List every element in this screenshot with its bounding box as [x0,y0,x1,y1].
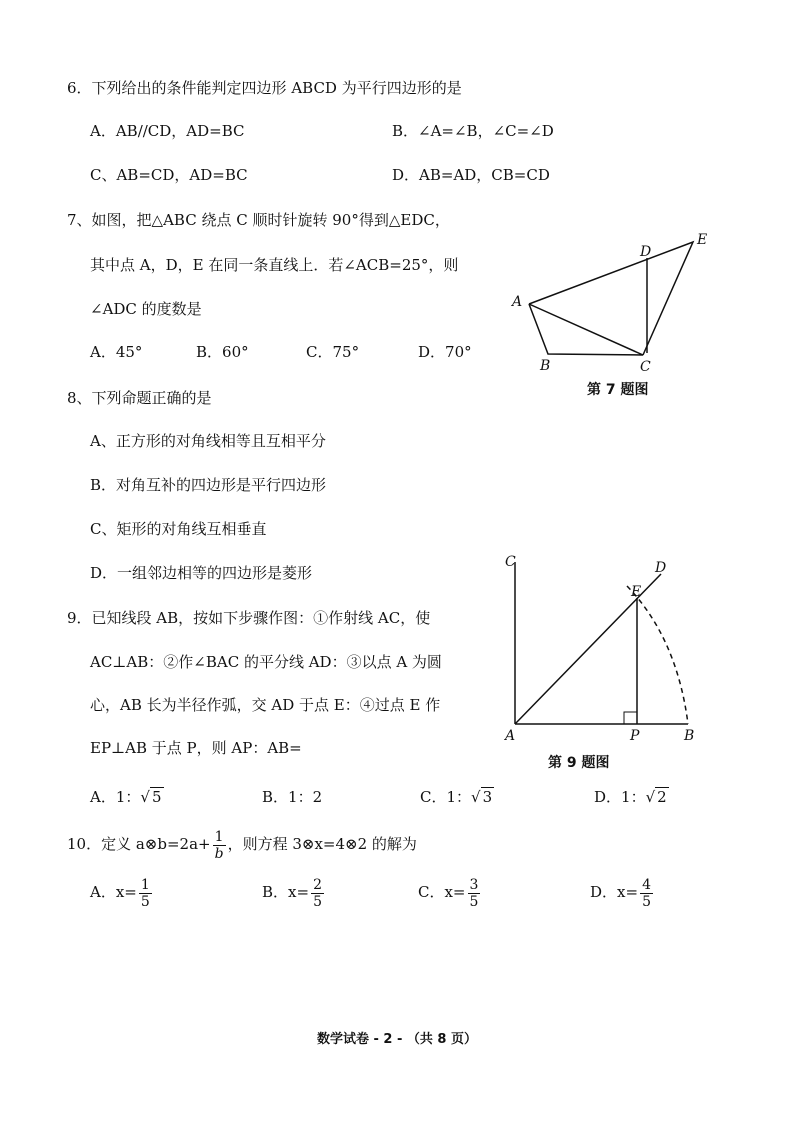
q10-option-d-prefix: D．x= [590,883,639,901]
q6-option-b: B．∠A=∠B，∠C=∠D [392,122,554,140]
q9-option-a-radicand: 5 [151,788,162,806]
q7-stem-line1: 7、如图，把△ABC 绕点 C 顺时针旋转 90°得到△EDC， [67,211,450,229]
q10-option-b [262,874,326,910]
q9-stem-line4: EP⊥AB 于点 P，则 AP：AB= [90,739,302,757]
q9-label-a: A [505,728,516,744]
q9-stem-line2: AC⊥AB：②作∠BAC 的平分线 AD：③以点 A 为圆 [90,653,442,671]
q10-stem-fraction [213,829,226,862]
q10-option-a-denominator: 5 [140,893,150,910]
q9-option-c [420,787,494,807]
q10-option-d-denominator: 5 [642,893,651,910]
q9-option-d [594,787,669,807]
q8-option-b: B．对角互补的四边形是平行四边形 [90,476,327,494]
q8-option-d: D．一组邻边相等的四边形是菱形 [90,564,313,582]
q10-stem-prefix: 10．定义 a⊗b=2a+ [67,835,211,853]
q9-stem-line3: 心，AB 长为半径作弧，交 AD 于点 E：④过点 E 作 [90,696,441,714]
q10-option-c-numerator: 3 [469,876,479,893]
q10-option-c [418,874,482,910]
q10-stem-denominator: b [214,845,224,862]
q10-option-a-numerator: 1 [140,876,150,893]
q10-stem-numerator: 1 [214,828,224,845]
q7-figure [500,228,730,378]
q10-option-d [590,874,655,910]
q9-label-p: P [630,728,640,744]
q7-stem-line3: ∠ADC 的度数是 [90,300,202,318]
q9-stem-line1: 9．已知线段 AB，按如下步骤作图：①作射线 AC，使 [67,609,431,627]
q6-stem: 6．下列给出的条件能判定四边形 ABCD 为平行四边形的是 [67,79,462,97]
q9-arc [627,586,688,724]
q10-option-b-denominator: 5 [313,893,322,910]
page-footer: 数学试卷 - 2 - （共 8 页） [316,1032,478,1047]
q9-right-angle-mark [624,712,637,724]
q7-option-b: B．60° [196,343,249,361]
q10-option-a [90,874,154,910]
q6-option-c: C、AB=CD，AD=BC [90,166,248,184]
q9-label-e: E [631,584,642,600]
q10-option-c-denominator: 5 [469,893,479,910]
q9-option-c-root: √ 3 [471,788,493,806]
q7-label-b: B [540,358,551,374]
q9-option-d-prefix: D．1： [594,788,646,806]
q9-figure-caption: 第 9 题图 [548,755,610,771]
q9-option-a-prefix: A．1： [90,788,141,806]
q9-option-a [90,787,164,807]
q10-option-a-fraction [139,877,152,910]
q9-label-d: D [655,560,667,576]
q10-option-c-prefix: C．x= [418,883,466,901]
q9-label-c: C [505,554,516,570]
q9-option-a-root: √ 5 [140,788,162,806]
q10-option-b-prefix: B．x= [262,883,310,901]
q9-label-b: B [684,728,695,744]
q7-label-d: D [640,244,652,260]
q6-option-a: A．AB//CD，AD=BC [90,122,245,140]
q10-stem-suffix: ，则方程 3⊗x=4⊗2 的解为 [227,835,417,853]
q7-triangle-edc [529,242,693,355]
q8-option-c: C、矩形的对角线互相垂直 [90,520,267,538]
q10-stem [67,826,417,862]
q7-label-c: C [640,359,651,375]
q7-option-d: D．70° [418,343,472,361]
q9-figure [495,548,705,748]
q9-option-c-radicand: 3 [482,788,493,806]
q7-stem-line2: 其中点 A，D，E 在同一条直线上．若∠ACB=25°，则 [90,256,459,274]
q10-option-c-fraction [468,877,481,910]
q9-option-d-radicand: 2 [657,788,667,806]
q6-option-d: D．AB=AD，CB=CD [392,166,550,184]
q10-option-d-numerator: 4 [642,876,651,893]
q7-option-c: C．75° [306,343,360,361]
q7-option-a: A．45° [90,343,143,361]
q10-option-b-fraction [311,877,324,910]
q9-option-b: B．1：2 [262,788,323,806]
q10-option-a-prefix: A．x= [90,883,137,901]
q8-option-a: A、正方形的对角线相等且互相平分 [90,432,326,450]
q7-label-a: A [512,294,523,310]
q9-option-c-prefix: C．1： [420,788,472,806]
q7-triangle-abc [529,304,643,355]
q7-figure-caption: 第 7 题图 [587,382,649,398]
q10-option-b-numerator: 2 [313,876,322,893]
q7-label-e: E [697,232,708,248]
q10-option-d-fraction [640,877,653,910]
q8-stem: 8、下列命题正确的是 [67,389,212,407]
q9-option-d-root: √ 2 [645,788,667,806]
